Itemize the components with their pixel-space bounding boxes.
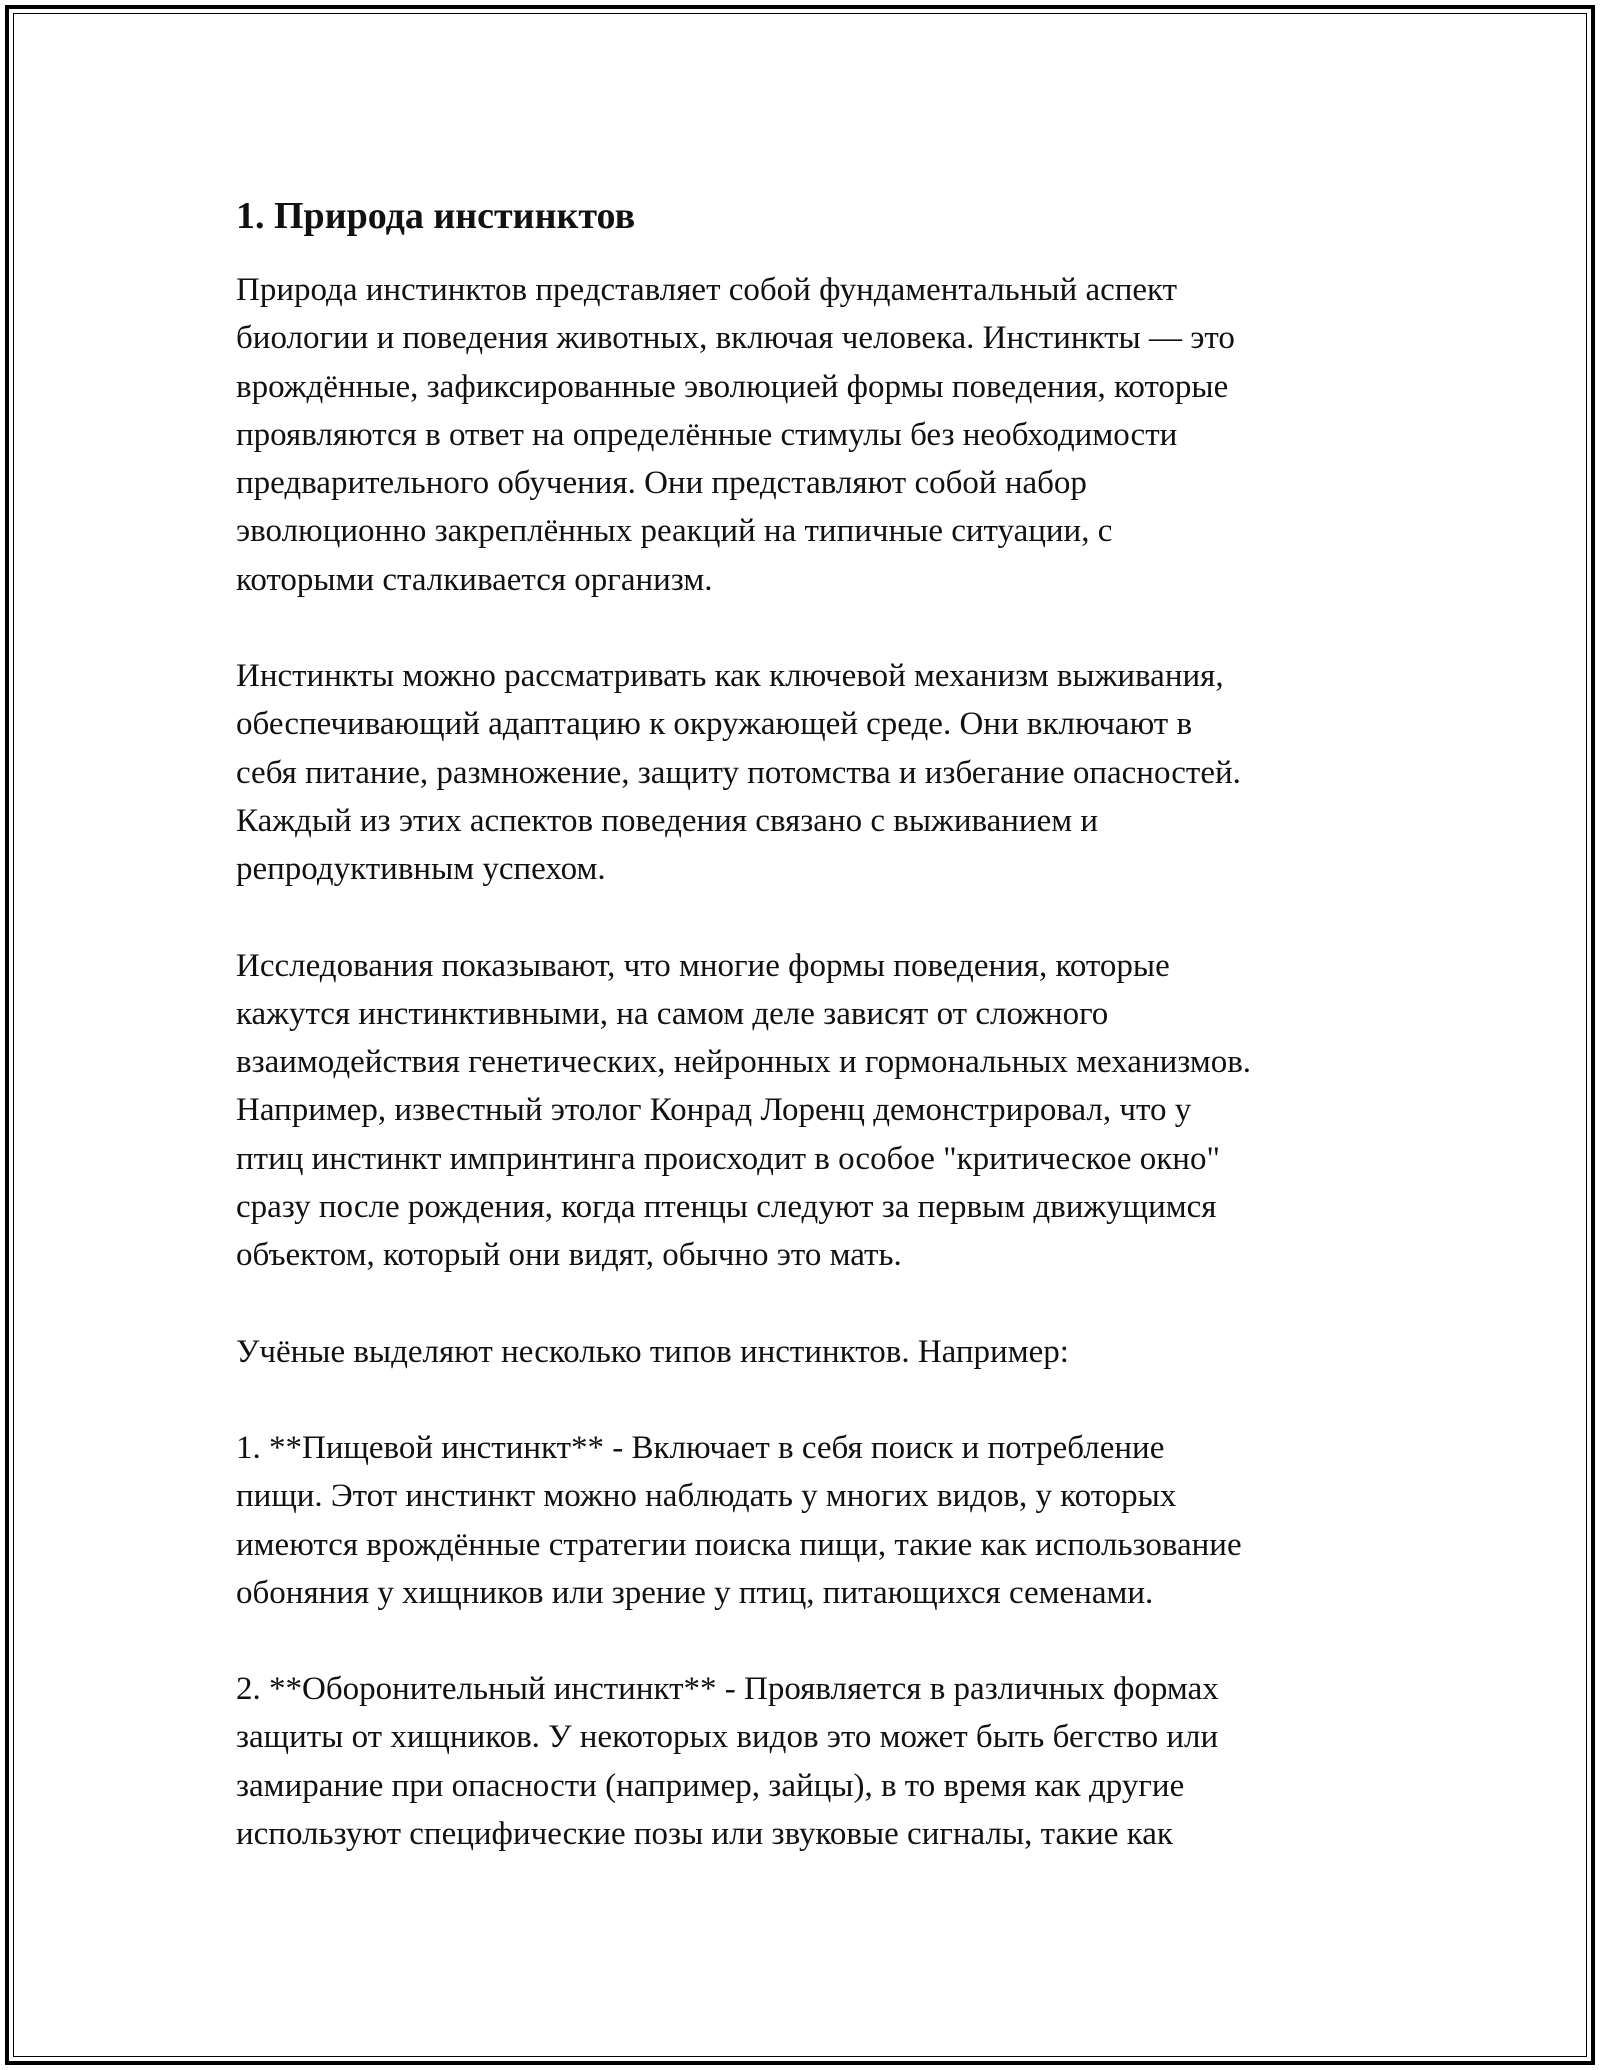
document-body <box>236 188 1396 1858</box>
paragraph-intro: Природа инстинктов представляет собой фундаментальный аспект биологии и поведения животных, включая человека. Инстинкты — это врождённые, зафиксированные эволюцией формы поведения, которые проявляются в ответ на определённые стимулы без необходимости предварительного обучения. Они представляют собой набор эволюционно закреплённых реакций на типичные ситуации, с которыми сталкивается организм. <box>236 272 1235 598</box>
paragraph-food-instinct: 1. **Пищевой инстинкт** - Включает в себя поиск и потребление пищи. Этот инстинкт можно наблюдать у многих видов, у которых имеются врождённые стратегии поиска пищи, такие как использование обоняния у хищников или зрение у птиц, питающихся семенами. <box>236 1429 1242 1611</box>
paragraph-survival: Инстинкты можно рассматривать как ключевой механизм выживания, обеспечивающий адаптацию к окружающей среде. Они включают в себя питание, размножение, защиту потомства и избегание опасностей. Каждый из этих аспектов поведения связано с выживанием и репродуктивным успехом. <box>236 658 1241 888</box>
section-heading: 1. Природа инстинктов <box>236 195 636 237</box>
paragraph-defense-instinct: 2. **Оборонительный инстинкт** - Проявляется в различных формах защиты от хищников. У некоторых видов это может быть бегство или замирание при опасности (например, зайцы), в то время как другие используют специфические позы или звуковые сигналы, такие как <box>236 1671 1219 1853</box>
paragraph-research: Исследования показывают, что многие формы поведения, которые кажутся инстинктивными, на самом деле зависят от сложного взаимодействия генетических, нейронных и гормональных механизмов. Например, известный этолог Конрад Лоренц демонстрировал, что у птиц инстинкт импринтинга происходит в особое "критическое окно" сразу после рождения, когда птенцы следуют за первым движущимся объектом, который они видят, обычно это мать. <box>236 947 1252 1274</box>
paragraph-types-intro: Учёные выделяют несколько типов инстинктов. Например: <box>236 1333 1069 1370</box>
